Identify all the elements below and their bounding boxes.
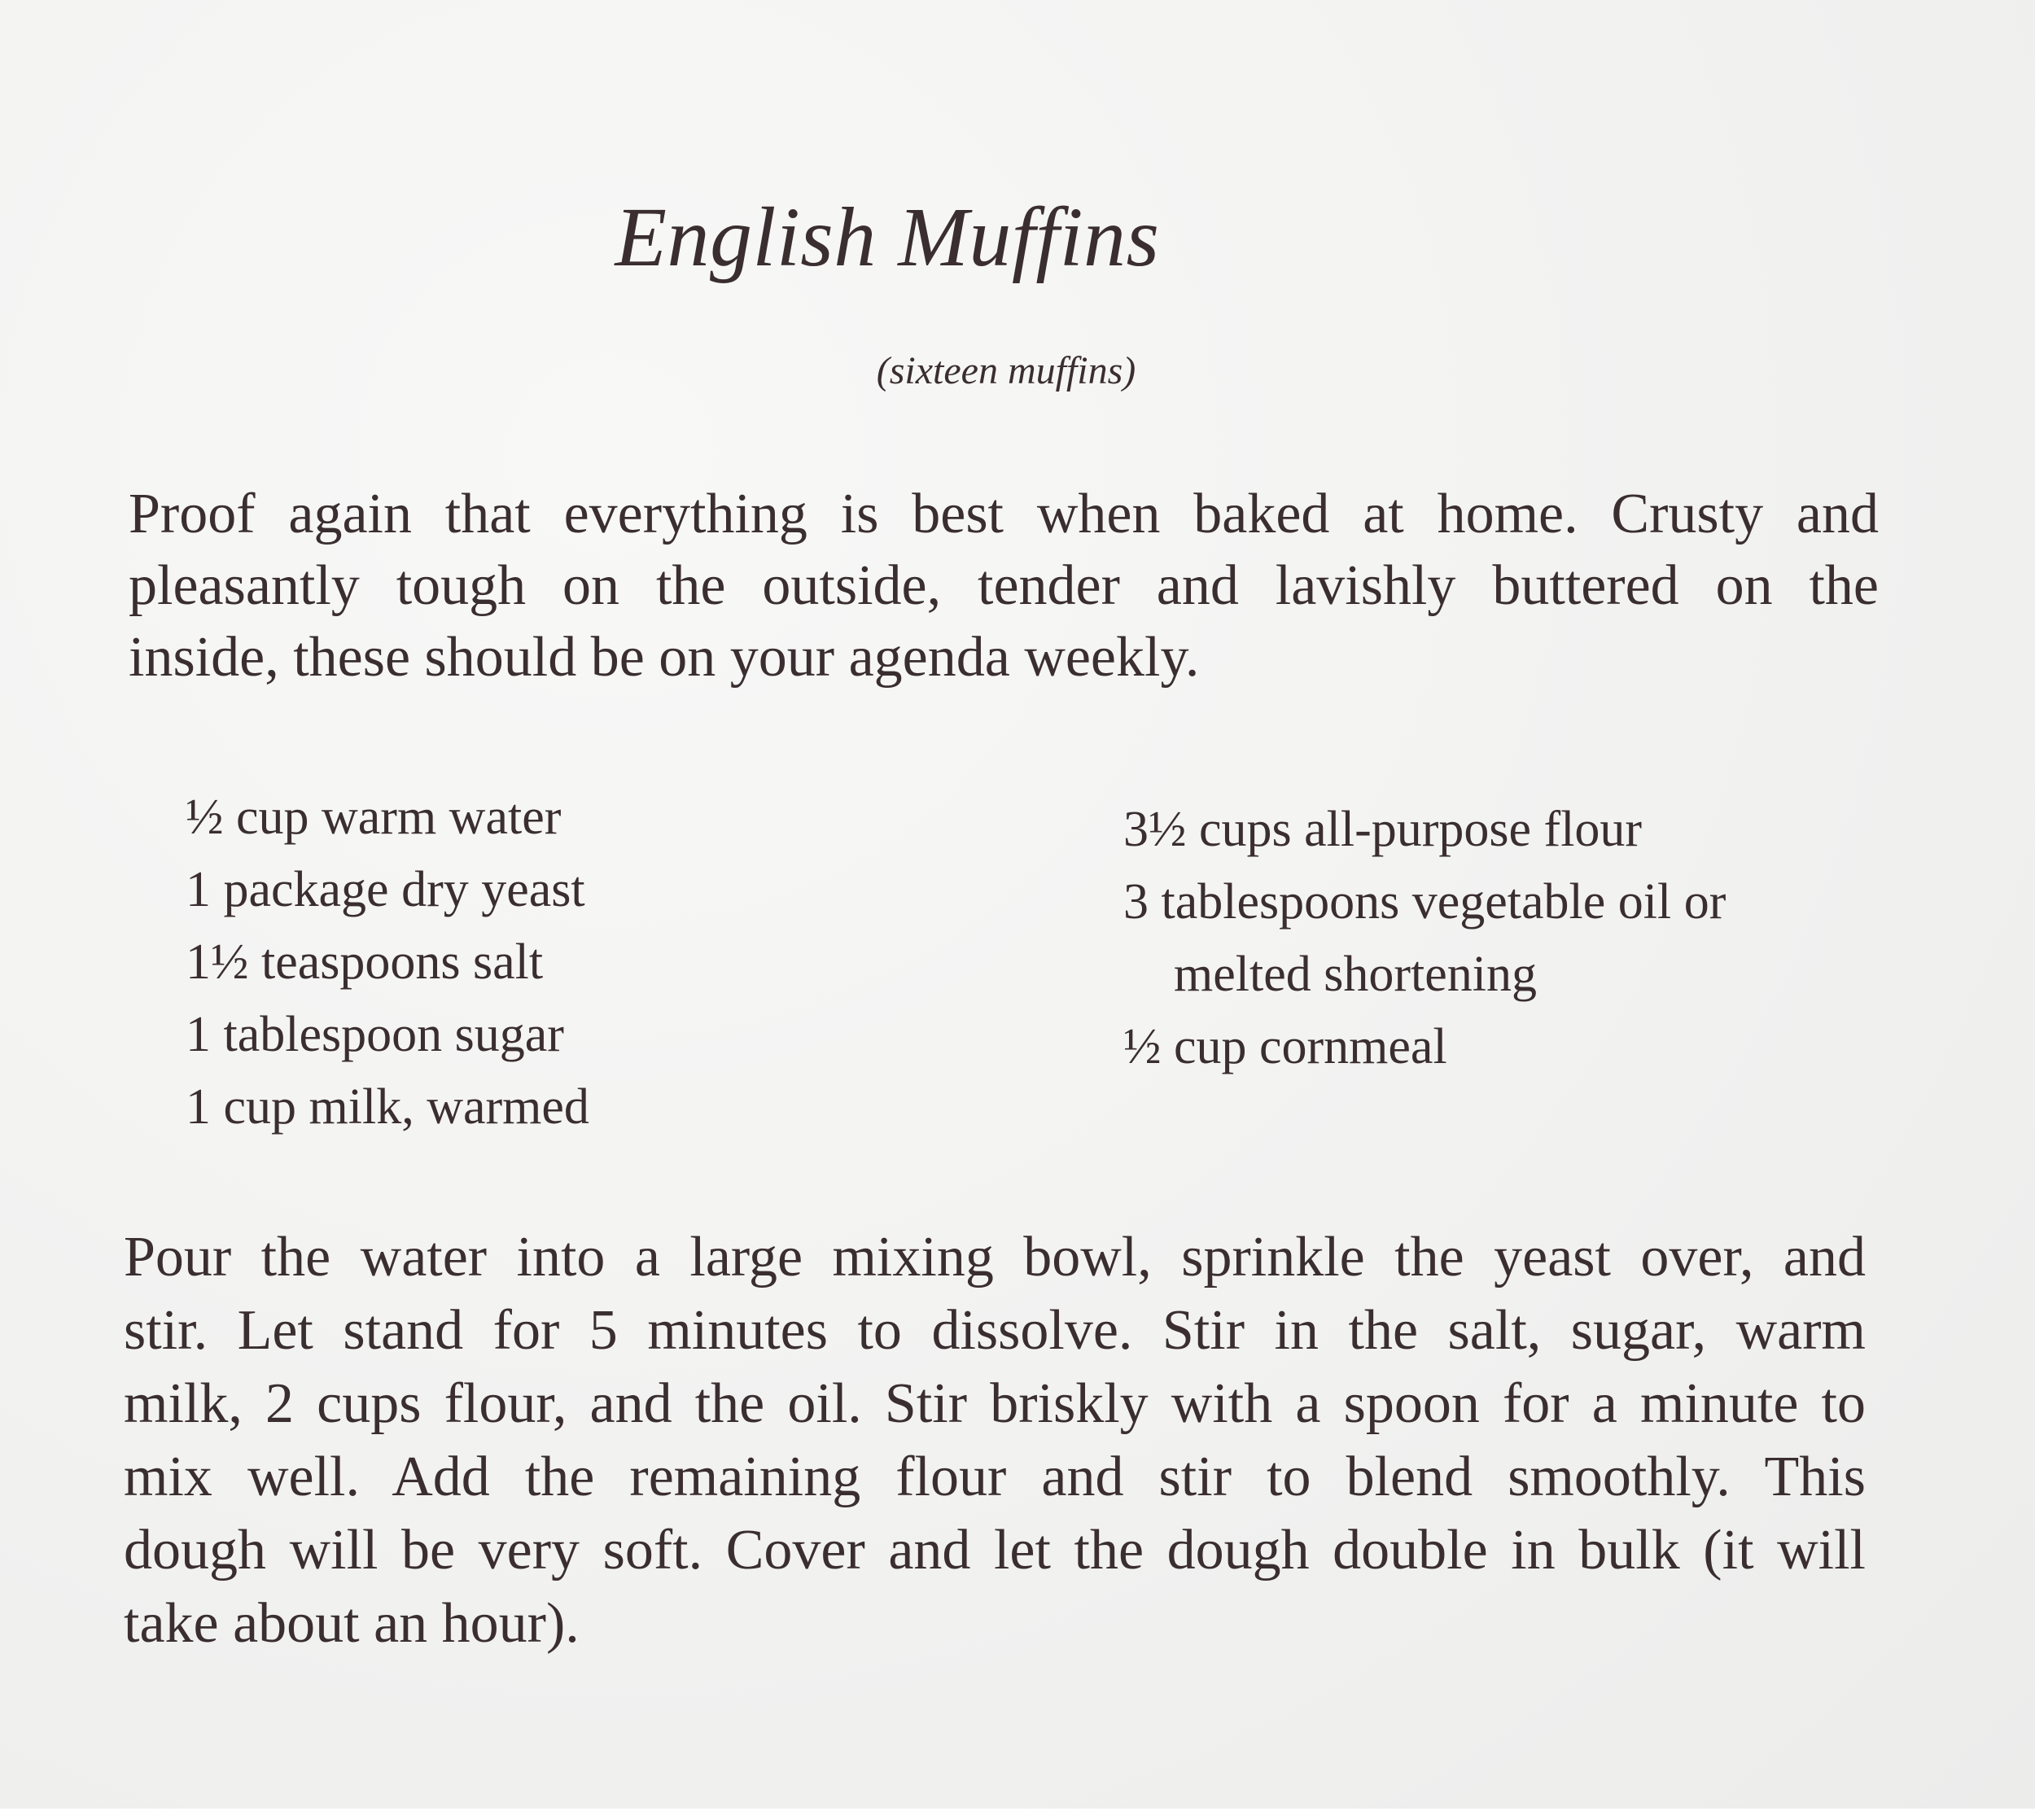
intro-line: pleasantly tough on the outside, tender and lavishly buttered on the (129, 554, 1879, 617)
method-line: mix well. Add the remaining flour and stir to blend smoothly. This (124, 1446, 1866, 1508)
ingredient-item: 1 tablespoon sugar (186, 1007, 564, 1062)
ingredient-item: ½ cup cornmeal (1123, 1019, 1447, 1074)
intro-line: Proof again that everything is best when baked at home. Crusty and (129, 483, 1879, 545)
ingredient-item: 3 tablespoons vegetable oil or (1123, 874, 1726, 930)
ingredient-item: ½ cup warm water (186, 790, 562, 845)
recipe-intro (129, 479, 1879, 693)
method-line: dough will be very soft. Cover and let the dough double in bulk (it will (124, 1519, 1866, 1582)
recipe-title: English Muffins (615, 190, 1160, 284)
method-line: take about an hour). (124, 1592, 580, 1655)
ingredient-item: 1 cup milk, warmed (186, 1079, 589, 1135)
page-bottom-edge (0, 1809, 2035, 1820)
ingredients-column-right (1123, 794, 1937, 1083)
recipe-method (124, 1221, 1866, 1660)
method-line: Pour the water into a large mixing bowl, sprinkle the yeast over, and (124, 1226, 1866, 1288)
ingredient-item: 3½ cups all-purpose flour (1123, 802, 1643, 857)
ingredient-item: 1 package dry yeast (186, 862, 585, 917)
ingredient-item: 1½ teaspoons salt (186, 934, 544, 990)
ingredients-column-left (186, 781, 918, 1144)
method-line: stir. Let stand for 5 minutes to dissolve. Stir in the salt, sugar, warm (124, 1299, 1866, 1362)
intro-line: inside, these should be on your agenda weekly. (129, 626, 1200, 689)
method-line: milk, 2 cups flour, and the oil. Stir briskly with a spoon for a minute to (124, 1372, 1866, 1435)
recipe-yield: (sixteen muffins) (876, 349, 1136, 392)
ingredient-item-continuation: melted shortening (1174, 947, 1537, 1002)
